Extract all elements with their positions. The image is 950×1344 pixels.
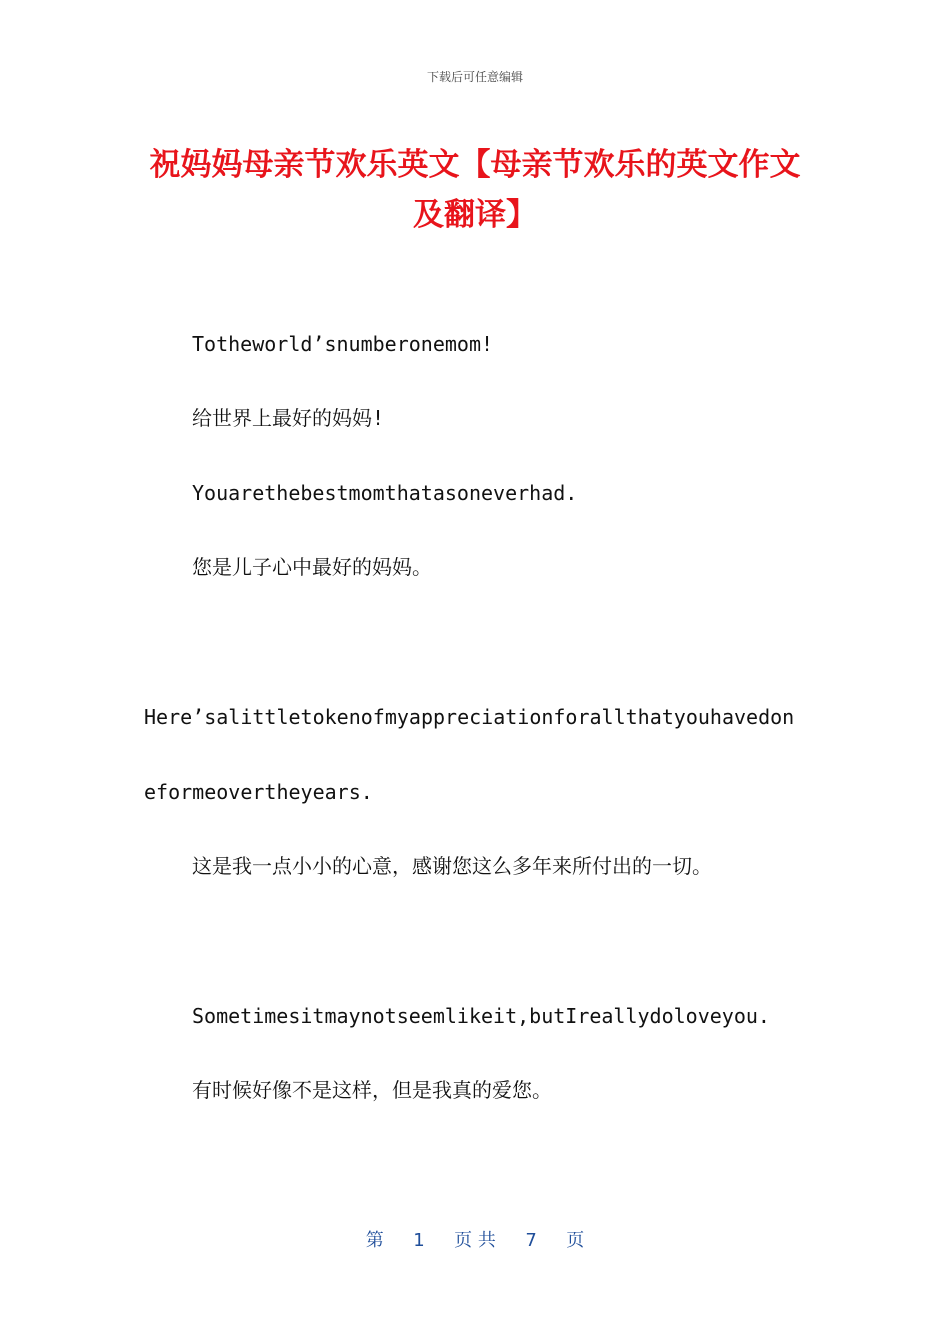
footer-total-pages: 7	[525, 1230, 537, 1251]
paragraph-chinese-1: 给世界上最好的妈妈!	[192, 406, 385, 430]
paragraph-chinese-3: 这是我一点小小的心意，感谢您这么多年来所付出的一切。	[192, 854, 712, 878]
footer-current-page: 1	[413, 1230, 425, 1251]
document-title: 祝妈妈母亲节欢乐英文【母亲节欢乐的英文作文及翻译】	[149, 147, 801, 233]
paragraph-english-4: Sometimesitmaynotseemlikeit,butIreallydoloveyou.	[192, 1004, 770, 1028]
footer-label-of: 页 共	[454, 1230, 496, 1251]
paragraph-chinese-4: 有时候好像不是这样，但是我真的爱您。	[192, 1078, 552, 1102]
paragraph-english-3-line-1: Here’salittletokenofmyappreciationforallthatyouhavedon	[144, 705, 795, 729]
page-footer	[0, 1226, 950, 1252]
paragraph-english-3-line-2: eformeovertheyears.	[144, 780, 373, 804]
paragraph-english-2: Youarethebestmomthatasoneverhad.	[192, 481, 578, 505]
paragraph-chinese-2: 您是儿子心中最好的妈妈。	[192, 555, 432, 579]
footer-label-pages: 页	[566, 1230, 585, 1251]
footer-label-page: 第	[365, 1230, 384, 1251]
paragraph-english-1: Totheworld’snumberonemom!	[192, 332, 494, 356]
header-note: 下载后可任意编辑	[426, 70, 523, 84]
